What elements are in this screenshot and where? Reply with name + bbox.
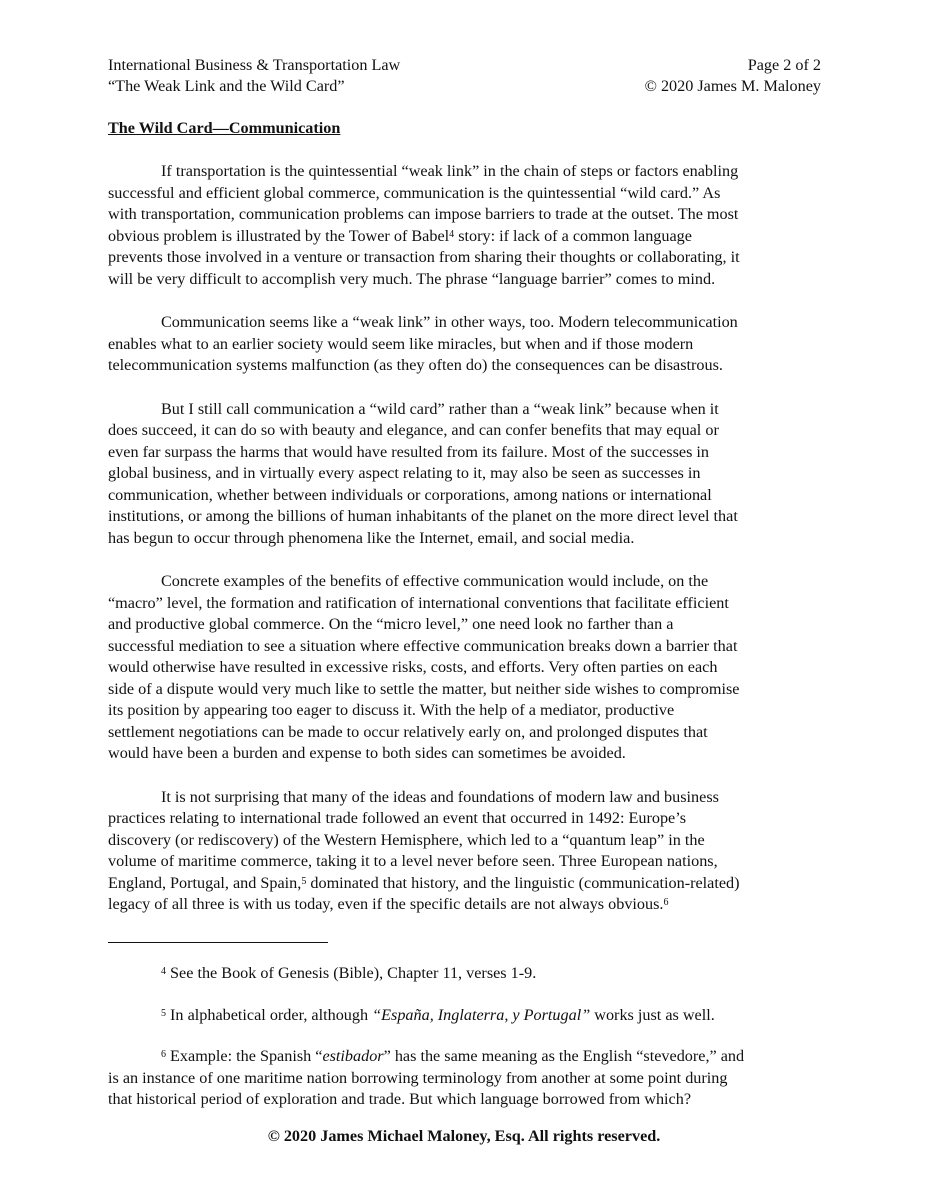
section-heading: The Wild Card—Communication bbox=[108, 119, 341, 137]
footnote-5 bbox=[108, 1005, 822, 1027]
text-run: story: if lack of a common language bbox=[454, 226, 692, 245]
text-line: successful mediation to see a situation where effective communication breaks down a barrier that bbox=[108, 636, 738, 655]
text-line: But I still call communication a “wild card” rather than a “weak link” because when it bbox=[161, 399, 719, 418]
paragraph-5 bbox=[108, 787, 822, 916]
running-header-left bbox=[108, 55, 400, 97]
footnote-line: is an instance of one maritime nation borrowing terminology from another at some point during bbox=[108, 1068, 728, 1087]
footnote-mark: 5 bbox=[161, 1008, 166, 1019]
text-line: will be very difficult to accomplish very much. The phrase “language barrier” comes to mind. bbox=[108, 269, 716, 288]
footnote-text: See the Book of Genesis (Bible), Chapter 11, verses 1-9. bbox=[170, 964, 537, 982]
text-line bbox=[108, 873, 822, 895]
running-header-right bbox=[645, 55, 821, 97]
text-line: telecommunication systems malfunction (as they often do) the consequences can be disastrous. bbox=[108, 356, 723, 374]
footnote-text: works just as well. bbox=[590, 1006, 715, 1024]
text-line: discovery (or rediscovery) of the Western Hemisphere, which led to a “quantum leap” in the bbox=[108, 830, 705, 849]
page-number: Page 2 of 2 bbox=[747, 56, 821, 74]
text-line: institutions, or among the billions of human inhabitants of the planet on the more direct level that bbox=[108, 507, 738, 525]
text-line: side of a dispute would very much like to settle the matter, but neither side wishes to compromise bbox=[108, 679, 740, 698]
footnote-line bbox=[108, 1046, 822, 1068]
footnote-line: that historical period of exploration and trade. But which language borrowed from which? bbox=[108, 1090, 692, 1108]
footnote-text: In alphabetical order, although bbox=[170, 1006, 373, 1024]
text-line: Communication seems like a “weak link” in other ways, too. Modern telecommunication bbox=[161, 313, 738, 331]
text-line: communication, whether between individuals or corporations, among nations or international bbox=[108, 485, 712, 504]
text-line: prevents those involved in a venture or transaction from sharing their thoughts or collaborating, it bbox=[108, 248, 740, 266]
text-line: would have been a burden and expense to both sides can sometimes be avoided. bbox=[108, 744, 626, 762]
copyright-header: © 2020 James M. Maloney bbox=[644, 77, 821, 95]
text-line: practices relating to international trade followed an event that occurred in 1492: Europe’s bbox=[108, 809, 687, 827]
text-run: England, Portugal, and Spain, bbox=[108, 873, 302, 892]
footnote-6 bbox=[108, 1046, 822, 1111]
footnote-ref-4[interactable]: 4 bbox=[449, 228, 455, 240]
footnote-line bbox=[108, 1005, 822, 1027]
text-line: would otherwise have resulted in excessive risks, costs, and efforts. Very often parties on each bbox=[108, 658, 718, 676]
text-run: legacy of all three is with us today, even if the specific details are not always obvious. bbox=[108, 895, 664, 913]
text-line: Concrete examples of the benefits of effective communication would include, on the bbox=[161, 572, 709, 590]
footnote-ref-6[interactable]: 6 bbox=[663, 897, 669, 908]
text-line: global business, and in virtually every aspect relating to it, may also be seen as successes in bbox=[108, 464, 701, 482]
paragraph-3 bbox=[108, 399, 822, 550]
text-line: It is not surprising that many of the ideas and foundations of modern law and business bbox=[161, 787, 719, 806]
footnote-ref-5[interactable]: 5 bbox=[301, 875, 307, 887]
body-text bbox=[108, 161, 822, 938]
footnote-text: ” has the same meaning as the English “stevedore,” and bbox=[383, 1047, 745, 1065]
text-run: dominated that history, and the linguistic (communication-related) bbox=[306, 873, 740, 892]
document-title: “The Weak Link and the Wild Card” bbox=[108, 77, 345, 95]
footnote-text: Example: the Spanish “ bbox=[170, 1047, 323, 1065]
text-line: If transportation is the quintessential “weak link” in the chain of steps or factors enabling bbox=[161, 162, 739, 180]
paragraph-4 bbox=[108, 571, 822, 765]
text-line bbox=[108, 894, 822, 916]
footnote-line bbox=[108, 963, 822, 985]
text-run: obvious problem is illustrated by the Tower of Babel bbox=[108, 226, 450, 245]
text-line: “macro” level, the formation and ratification of international conventions that facilitate efficient bbox=[108, 593, 729, 612]
footnote-mark: 6 bbox=[161, 1049, 166, 1060]
text-line: volume of maritime commerce, taking it to a level never before seen. Three European nations, bbox=[108, 852, 718, 870]
text-line: its position by appearing too eager to discuss it. With the help of a mediator, productive bbox=[108, 701, 675, 719]
text-line: enables what to an earlier society would seem like miracles, but when and if those modern bbox=[108, 334, 694, 353]
text-line: and productive global commerce. On the “micro level,” one need look no farther than a bbox=[108, 615, 674, 633]
footnote-mark: 4 bbox=[161, 966, 166, 977]
text-line: settlement negotiations can be made to occur relatively early on, and prolonged disputes that bbox=[108, 722, 708, 741]
text-line: successful and efficient global commerce, communication is the quintessential “wild card.” As bbox=[108, 183, 721, 202]
text-line: does succeed, it can do so with beauty and elegance, and can confer benefits that may equal or bbox=[108, 421, 719, 439]
text-line: with transportation, communication problems can impose barriers to trade at the outset. The most bbox=[108, 205, 739, 223]
text-line: has begun to occur through phenomena like the Internet, email, and social media. bbox=[108, 528, 635, 547]
footnote-separator bbox=[108, 942, 328, 943]
course-title: International Business & Transportation Law bbox=[108, 56, 401, 74]
copyright-footer: © 2020 James Michael Maloney, Esq. All rights reserved. bbox=[267, 1127, 661, 1145]
footnote-italic-text: “España, Inglaterra, y Portugal” bbox=[372, 1006, 591, 1024]
text-line bbox=[108, 226, 822, 248]
paragraph-1 bbox=[108, 161, 822, 290]
text-line: even far surpass the harms that would have resulted from its failure. Most of the successes in bbox=[108, 442, 710, 461]
footnote-4 bbox=[108, 963, 822, 985]
footnote-italic-text: estibador bbox=[322, 1047, 384, 1065]
paragraph-2 bbox=[108, 312, 822, 377]
